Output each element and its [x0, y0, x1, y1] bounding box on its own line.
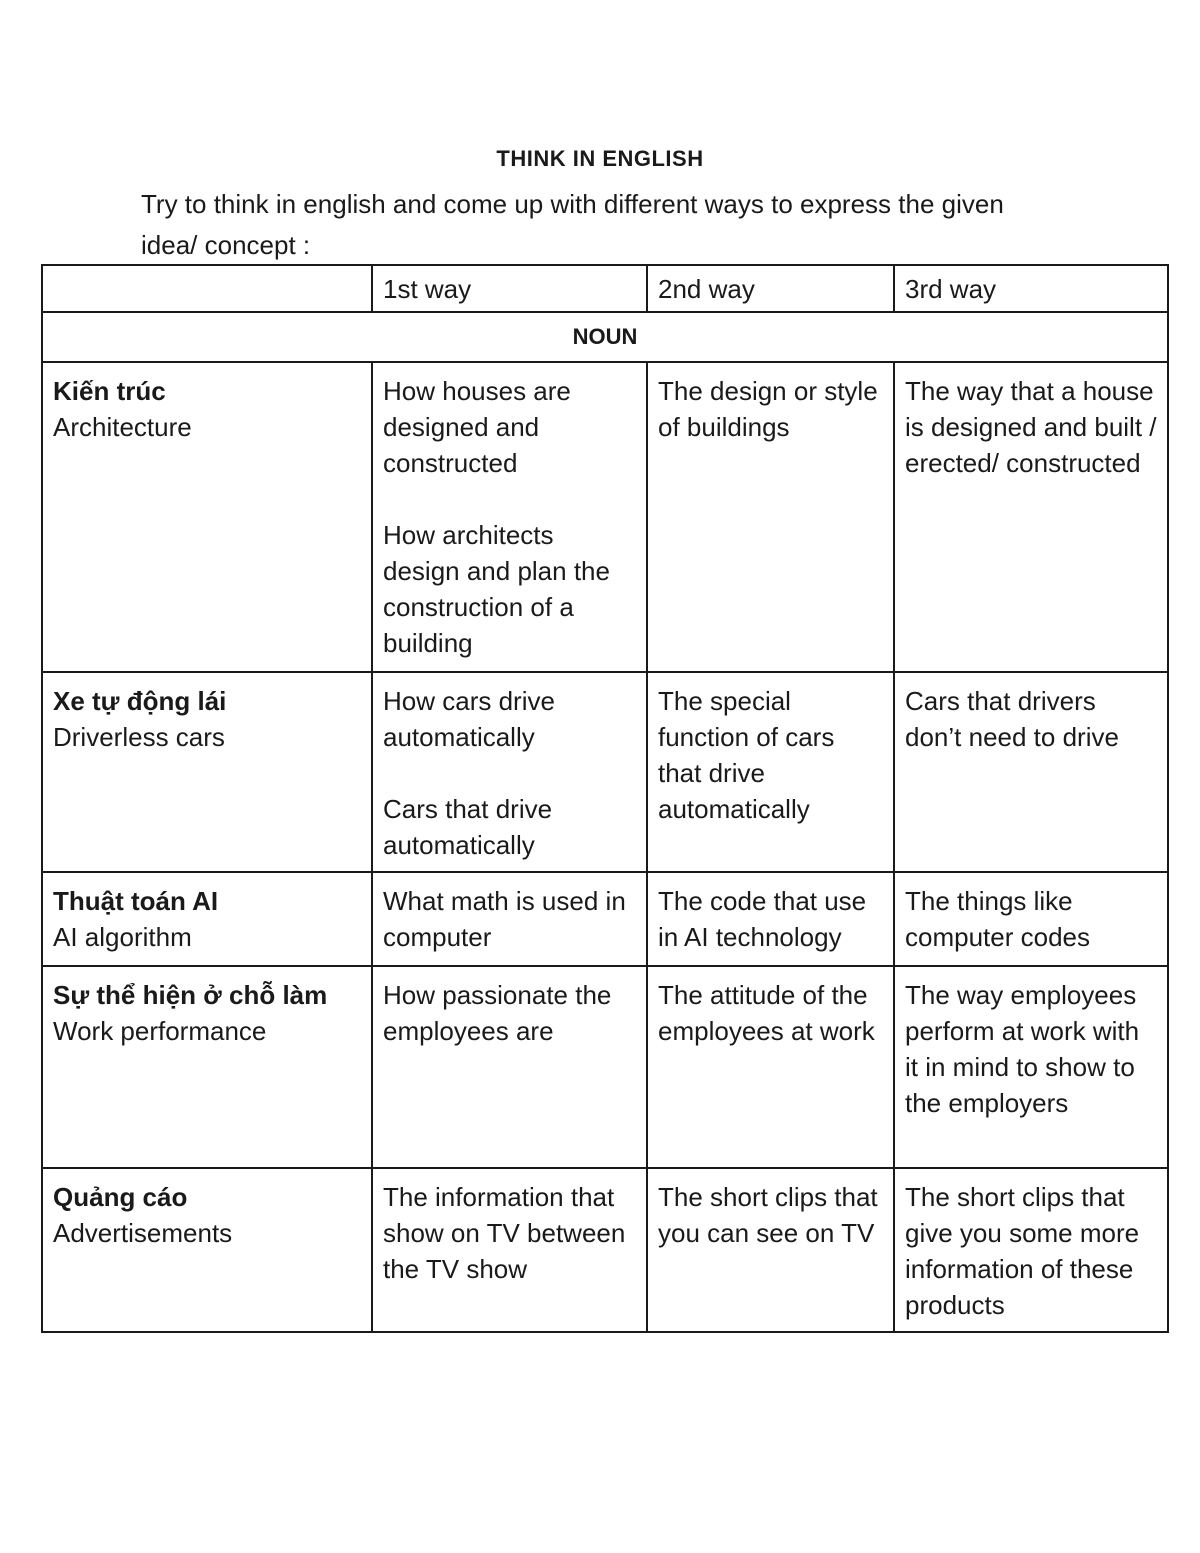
concept-cell — [42, 872, 372, 966]
answer-text: The design or style of buildings — [658, 376, 878, 442]
concept-cell — [42, 1168, 372, 1332]
answer-text: The attitude of the employees at work — [658, 980, 875, 1046]
table-row — [42, 362, 1168, 672]
table-row — [42, 672, 1168, 872]
table-row — [42, 1168, 1168, 1332]
header-cell-way1: 1st way — [372, 265, 647, 312]
instructions-text: Try to think in english and come up with different ways to express the given idea/ concept : — [141, 189, 1004, 260]
answer-text: The information that show on TV between the TV show — [383, 1182, 626, 1284]
concept-english: Driverless cars — [53, 722, 225, 752]
concept-english: Advertisements — [53, 1218, 233, 1248]
concept-cell — [42, 672, 372, 872]
answer-text: The way that a house is designed and built / erected/ constructed — [905, 376, 1157, 478]
way2-cell — [647, 672, 894, 872]
concept-english: AI algorithm — [53, 922, 192, 952]
concept-english: Work performance — [53, 1016, 267, 1046]
section-label: NOUN — [42, 312, 1168, 362]
header-cell-way3: 3rd way — [894, 265, 1168, 312]
way3-cell — [894, 966, 1168, 1168]
way2-cell — [647, 362, 894, 672]
header-cell-way2: 2nd way — [647, 265, 894, 312]
way2-cell — [647, 966, 894, 1168]
answer-text: How architects design and plan the construction of a building — [383, 520, 610, 658]
answer-text: The code that use in AI technology — [658, 886, 867, 952]
table-row — [42, 872, 1168, 966]
concept-vietnamese: Sự thể hiện ở chỗ làm — [53, 980, 328, 1010]
way1-cell — [372, 1168, 647, 1332]
answer-text: How passionate the employees are — [383, 980, 612, 1046]
way1-cell — [372, 966, 647, 1168]
concept-vietnamese: Kiến trúc — [53, 376, 166, 406]
answer-text: How cars drive automatically — [383, 686, 555, 752]
way2-cell — [647, 1168, 894, 1332]
way3-cell — [894, 872, 1168, 966]
answer-text: The short clips that give you some more information of these products — [905, 1182, 1140, 1320]
answer-text: The things like computer codes — [905, 886, 1090, 952]
way1-cell — [372, 672, 647, 872]
concept-cell — [42, 362, 372, 672]
way1-cell — [372, 362, 647, 672]
answer-text: The way employees perform at work with it in mind to show to the employers — [905, 980, 1140, 1118]
section-row — [42, 312, 1168, 362]
answer-text: What math is used in computer — [383, 886, 626, 952]
way2-cell — [647, 872, 894, 966]
concept-vietnamese: Quảng cáo — [53, 1182, 188, 1212]
concept-vietnamese: Xe tự động lái — [53, 686, 227, 716]
answer-text: How houses are designed and constructed — [383, 376, 571, 478]
concept-english: Architecture — [53, 412, 192, 442]
answer-text: Cars that drive automatically — [383, 794, 553, 860]
answer-text: The short clips that you can see on TV — [658, 1182, 878, 1248]
concept-cell — [42, 966, 372, 1168]
concept-vietnamese: Thuật toán AI — [53, 886, 219, 916]
table-row — [42, 966, 1168, 1168]
header-cell-concept — [42, 265, 372, 312]
way3-cell — [894, 362, 1168, 672]
ways-table — [41, 264, 1169, 1333]
answer-text: Cars that drivers don’t need to drive — [905, 686, 1119, 752]
way3-cell — [894, 672, 1168, 872]
table-header-row — [42, 265, 1168, 312]
page-title: THINK IN ENGLISH — [496, 146, 704, 171]
way1-cell — [372, 872, 647, 966]
way3-cell — [894, 1168, 1168, 1332]
answer-text: The special function of cars that drive automatically — [658, 686, 835, 824]
